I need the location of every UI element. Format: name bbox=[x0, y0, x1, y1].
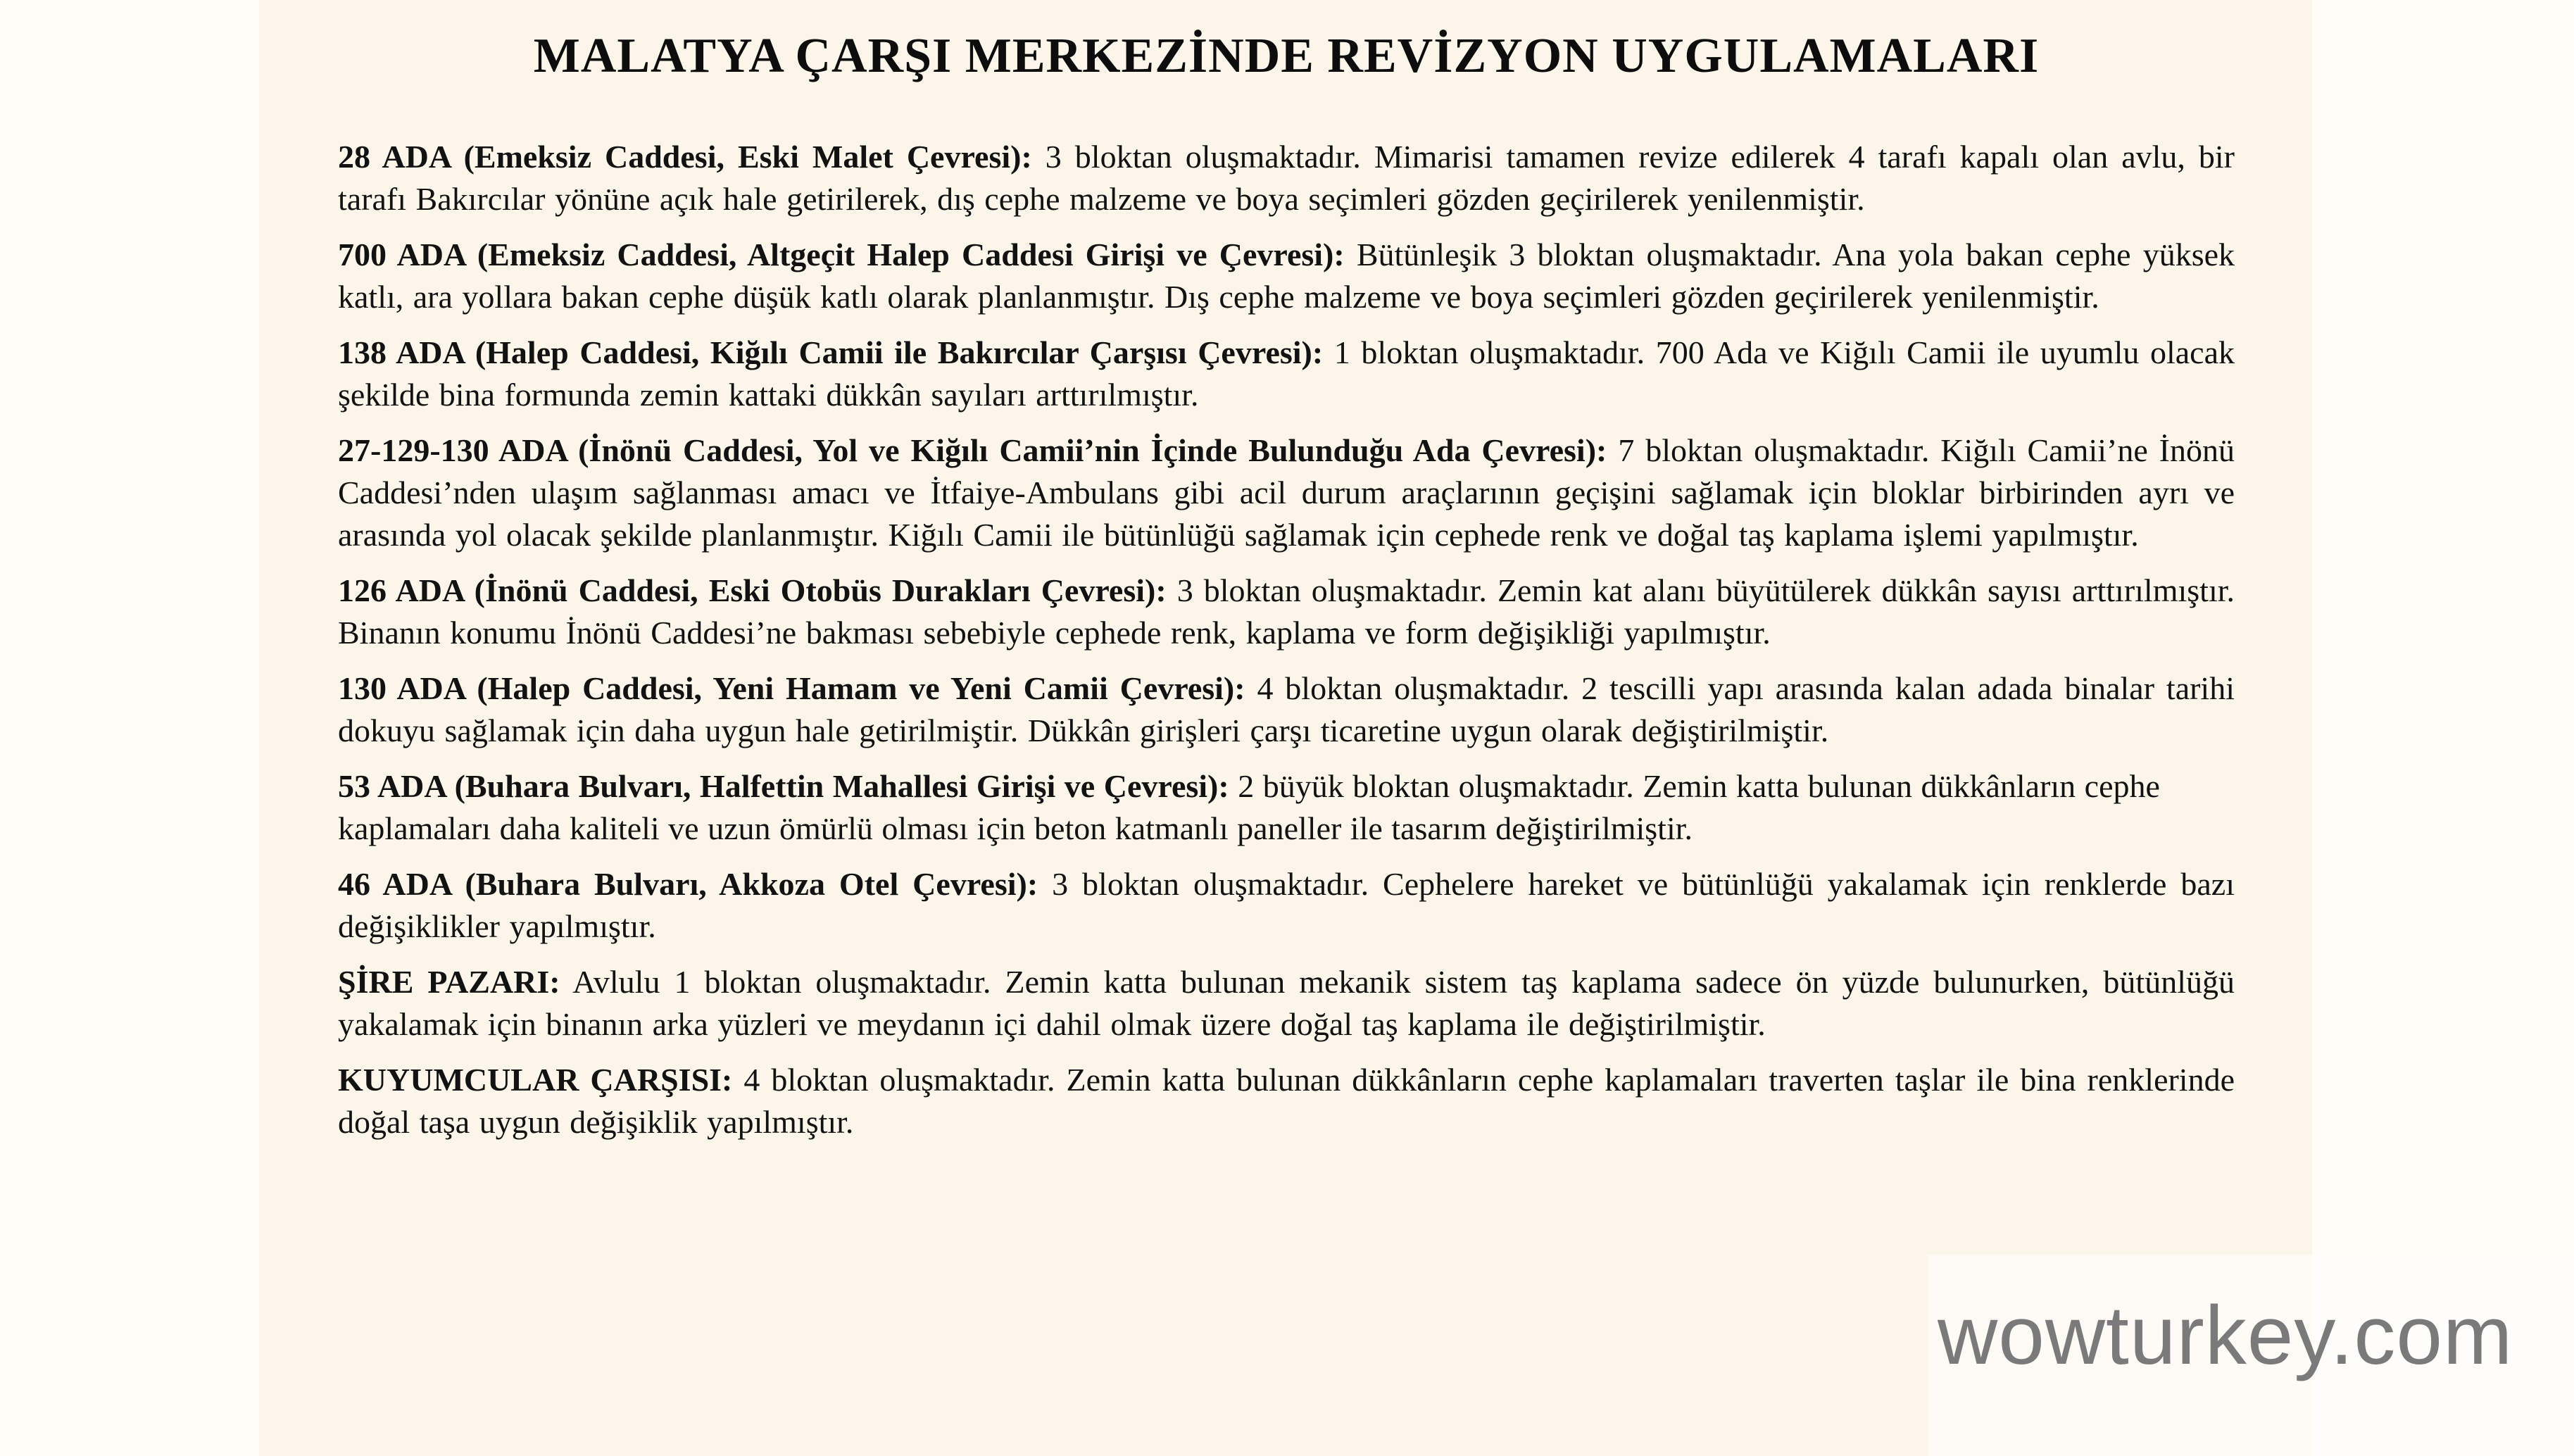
paragraph-text: 3 bloktan oluşmaktadır. Cephelere hareket ve bütünlüğü yakalamak için renklerde bazı değişiklikler yapılmıştır. bbox=[338, 865, 2235, 944]
paragraph-heading: ŞİRE PAZARI: bbox=[338, 963, 560, 1000]
paragraph-138-ada bbox=[338, 332, 2235, 416]
page-title: MALATYA ÇARŞI MERKEZİNDE REVİZYON UYGULAMALARI bbox=[533, 29, 2040, 83]
paragraph-46-ada bbox=[338, 863, 2235, 948]
paragraph-text: 3 bloktan oluşmaktadır. Mimarisi tamamen revize edilerek 4 tarafı kapalı olan avlu, bir tarafı Bakırcılar yönüne açık hale getirilerek, dış cephe malzeme ve boya seçimleri gözden geçirilerek yenilenmiştir. bbox=[338, 138, 2235, 217]
paragraph-heading: 130 ADA (Halep Caddesi, Yeni Hamam ve Yeni Camii Çevresi): bbox=[338, 670, 1245, 706]
paragraph-text: 4 bloktan oluşmaktadır. 2 tescilli yapı arasında kalan adada binalar tarihi dokuyu sağlamak için daha uygun hale getirilmiştir. Dükkân girişleri çarşı ticaretine uygun olarak değiştirilmiştir. bbox=[338, 670, 2235, 748]
watermark: wowturkey.com bbox=[1938, 1289, 2513, 1382]
paragraph-text: 7 bloktan oluşmaktadır. Kiğılı Camii’ne İnönü Caddesi’nden ulaşım sağlanması amacı ve İtfaiye-Ambulans gibi acil durum araçlarının geçişini sağlamak için bloklar birbirinden ayrı ve arasında yol olacak şekilde planlanmıştır. Kiğılı Camii ile bütünlüğü sağlamak için cephede renk ve doğal taş kaplama işlemi yapılmıştır. bbox=[338, 432, 2235, 553]
paragraph-heading: 53 ADA (Buhara Bulvarı, Halfettin Mahallesi Girişi ve Çevresi): bbox=[338, 767, 1229, 804]
paragraph-heading: 126 ADA (İnönü Caddesi, Eski Otobüs Durakları Çevresi): bbox=[338, 572, 1167, 608]
paragraph-sire-pazari bbox=[338, 961, 2235, 1046]
paragraph-kuyumcular-carsisi bbox=[338, 1059, 2235, 1143]
paragraph-heading: 138 ADA (Halep Caddesi, Kiğılı Camii ile Bakırcılar Çarşısı Çevresi): bbox=[338, 334, 1324, 370]
document-page bbox=[259, 0, 2312, 1456]
paragraph-27-129-130-ada bbox=[338, 429, 2235, 556]
paragraph-heading: 28 ADA (Emeksiz Caddesi, Eski Malet Çevresi): bbox=[338, 138, 1032, 175]
paragraph-130-ada bbox=[338, 667, 2235, 752]
paragraph-heading: 46 ADA (Buhara Bulvarı, Akkoza Otel Çevresi): bbox=[338, 865, 1038, 902]
paragraph-heading: 27-129-130 ADA (İnönü Caddesi, Yol ve Kiğılı Camii’nin İçinde Bulunduğu Ada Çevresi): bbox=[338, 432, 1607, 468]
paragraph-text: Bütünleşik 3 bloktan oluşmaktadır. Ana yola bakan cephe yüksek katlı, ara yollara bakan cephe düşük katlı olarak planlanmıştır. Dış cephe malzeme ve boya seçimleri gözden geçirilerek yenilenmiştir. bbox=[338, 236, 2235, 315]
paragraph-heading: 700 ADA (Emeksiz Caddesi, Altgeçit Halep Caddesi Girişi ve Çevresi): bbox=[338, 236, 1345, 272]
document-body bbox=[338, 136, 2235, 1143]
paragraph-text: 3 bloktan oluşmaktadır. Zemin kat alanı büyütülerek dükkân sayısı arttırılmıştır. Binanın konumu İnönü Caddesi’ne bakması sebebiyle cephede renk, kaplama ve form değişikliği yapılmıştır. bbox=[338, 572, 2235, 651]
paragraph-text: 2 büyük bloktan oluşmaktadır. Zemin katta bulunan dükkânların cephe kaplamaları daha kaliteli ve uzun ömürlü olması için beton katmanlı paneller ile tasarım değiştirilmiştir. bbox=[338, 767, 2160, 846]
paragraph-53-ada bbox=[338, 765, 2235, 850]
paragraph-28-ada bbox=[338, 136, 2235, 220]
paragraph-text: 4 bloktan oluşmaktadır. Zemin katta bulunan dükkânların cephe kaplamaları traverten taşlar ile bina renklerinde doğal taşa uygun değişiklik yapılmıştır. bbox=[338, 1061, 2235, 1140]
paragraph-text: Avlulu 1 bloktan oluşmaktadır. Zemin katta bulunan mekanik sistem taş kaplama sadece ön yüzde bulunurken, bütünlüğü yakalamak için binanın arka yüzleri ve meydanın içi dahil olmak üzere doğal taş kaplama ile değiştirilmiştir. bbox=[338, 963, 2235, 1042]
paragraph-text: 1 bloktan oluşmaktadır. 700 Ada ve Kiğılı Camii ile uyumlu olacak şekilde bina formunda zemin kattaki dükkân sayıları arttırılmıştır. bbox=[338, 334, 2235, 413]
paragraph-heading: KUYUMCULAR ÇARŞISI: bbox=[338, 1061, 733, 1098]
paragraph-700-ada bbox=[338, 234, 2235, 318]
paragraph-126-ada bbox=[338, 570, 2235, 654]
